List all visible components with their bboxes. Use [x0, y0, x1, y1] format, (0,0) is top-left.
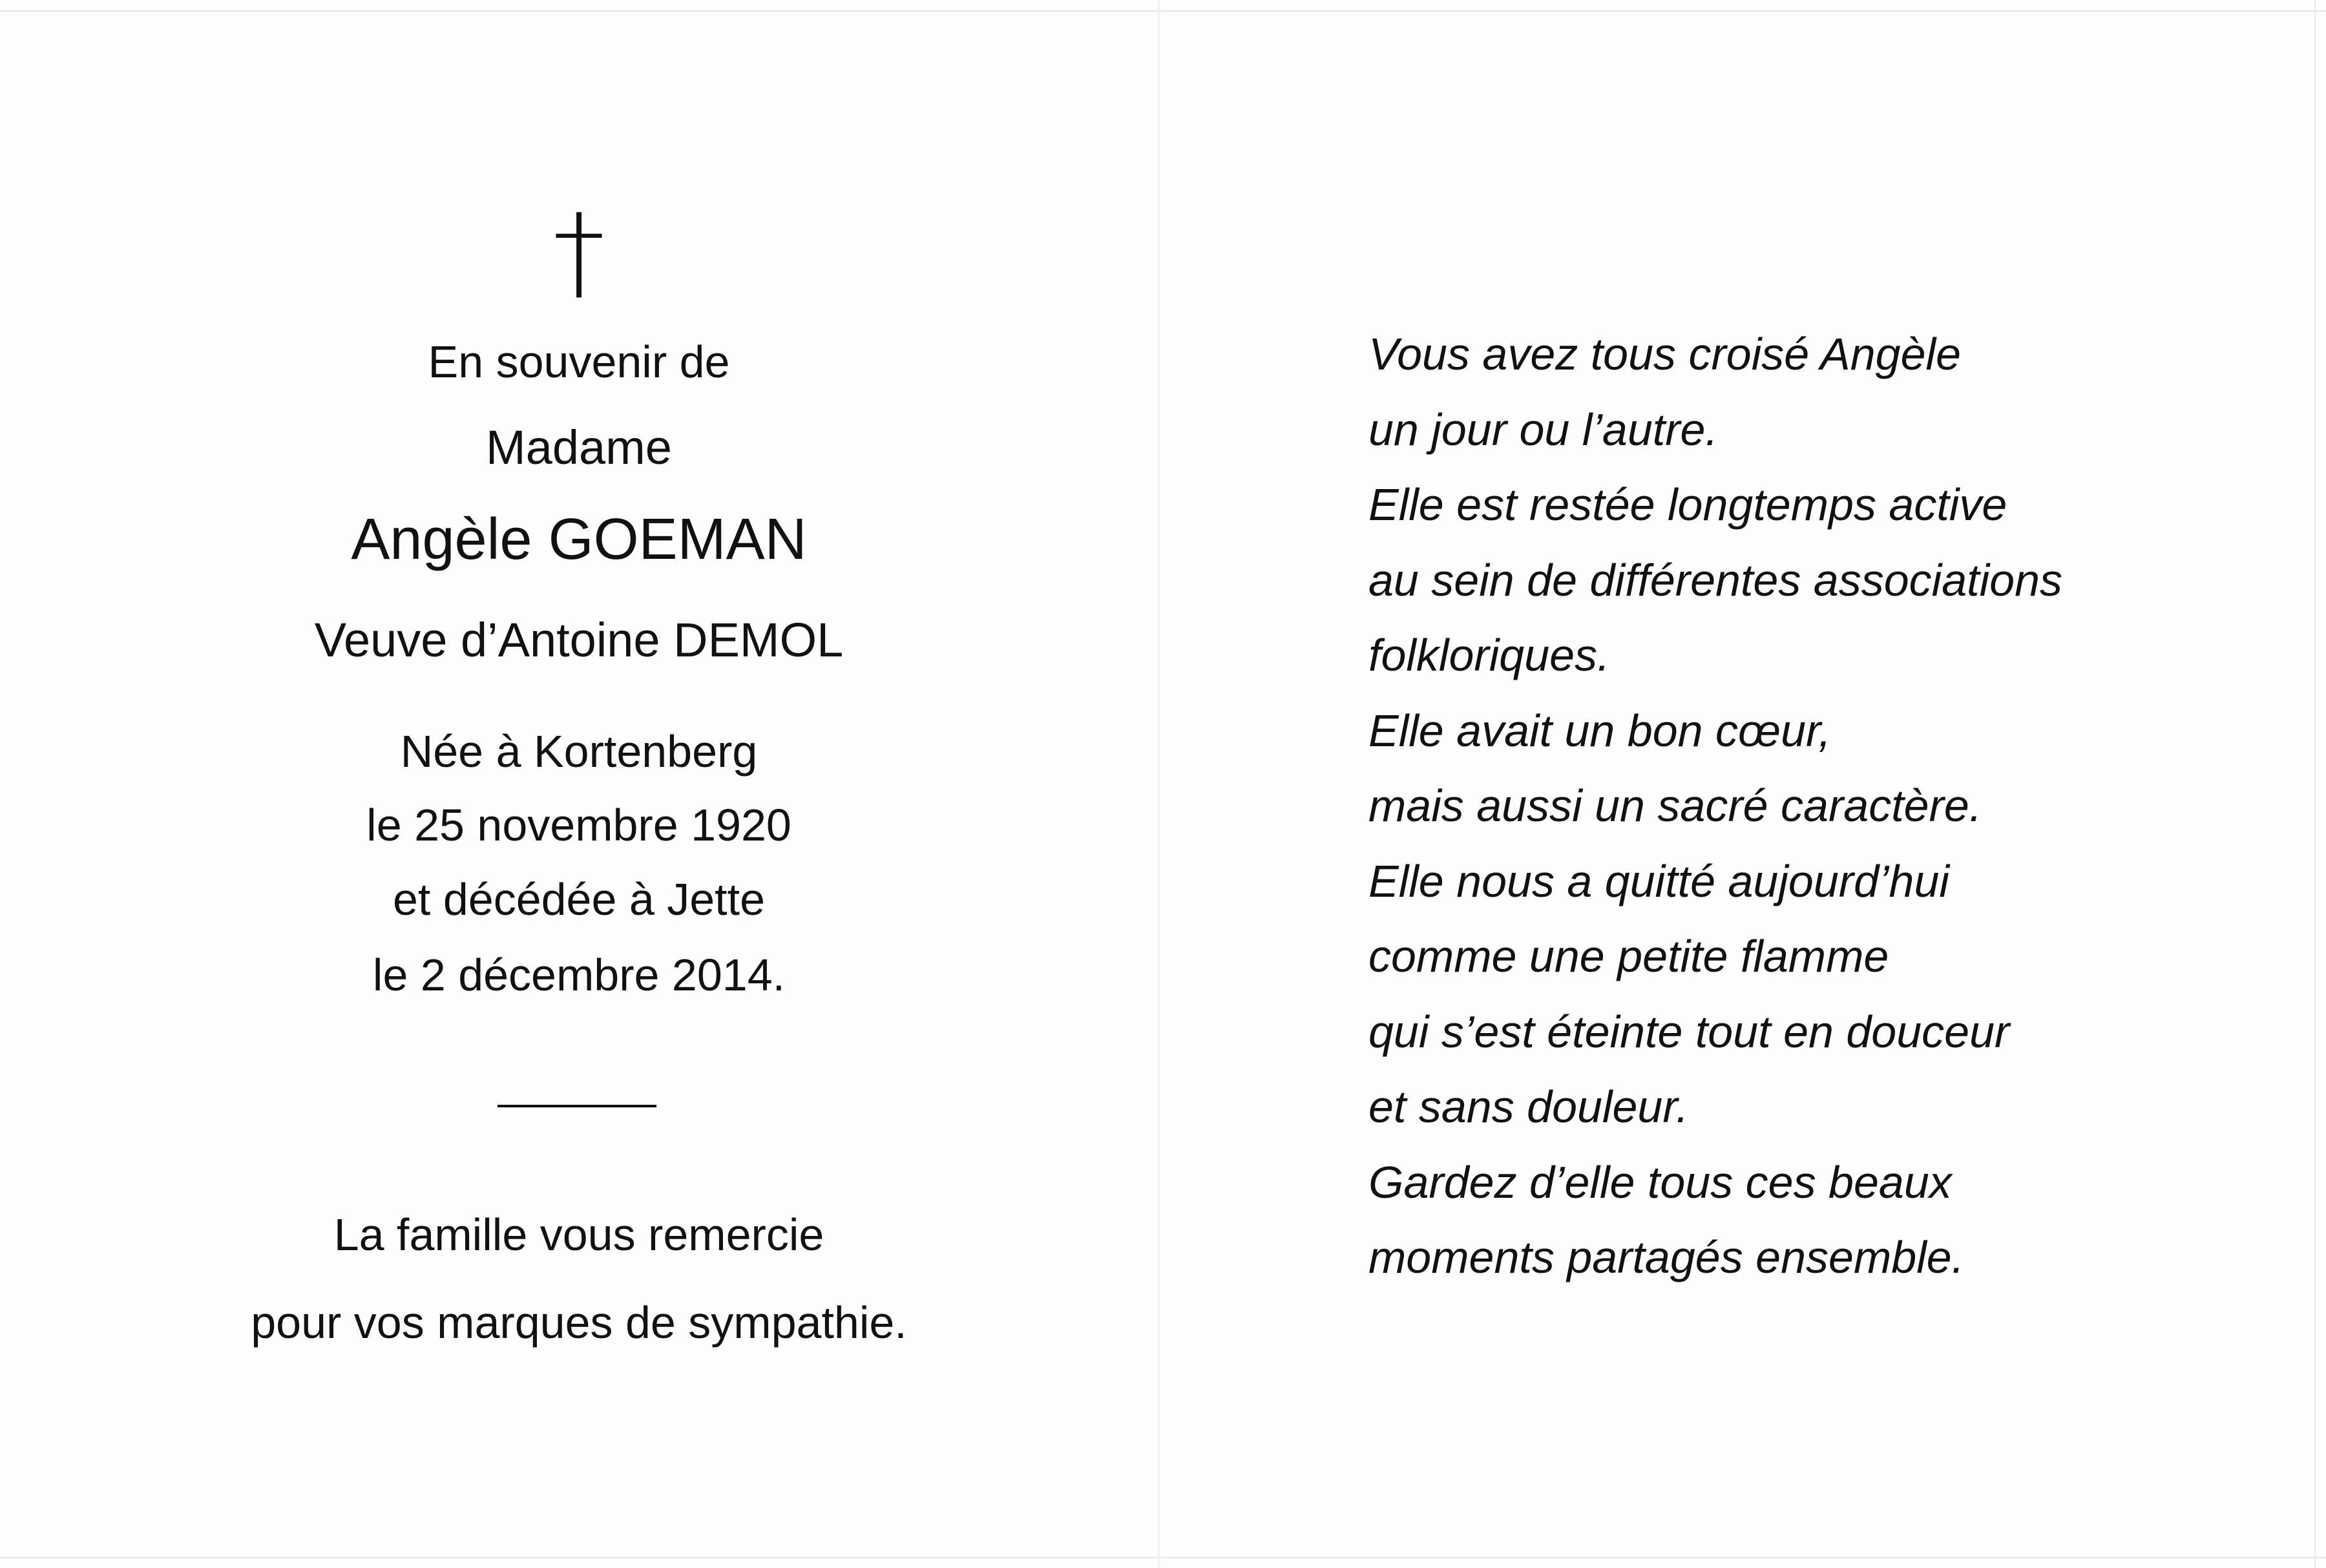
poem-line: Elle avait un bon cœur,	[1368, 705, 1831, 756]
left-panel	[0, 0, 1158, 1568]
poem-line: moments partagés ensemble.	[1368, 1232, 1965, 1282]
poem-line: qui s’est éteinte tout en douceur	[1368, 1006, 2010, 1057]
thanks-line-1: La famille vous remercie	[333, 1209, 824, 1260]
poem-line: au sein de différentes associations	[1368, 554, 2062, 605]
poem-line: comme une petite flamme	[1368, 931, 1889, 981]
poem-line: Elle nous a quitté aujourd’hui	[1368, 855, 1949, 906]
widow-of-text: Veuve d’Antoine DEMOL	[314, 613, 844, 667]
poem-line: Gardez d’elle tous ces beaux	[1368, 1156, 1952, 1207]
birth-place: Née à Kortenberg	[400, 726, 758, 777]
poem-line: mais aussi un sacré caractère.	[1368, 780, 1982, 831]
death-date: le 2 décembre 2014.	[372, 950, 786, 1000]
thanks-line-2: pour vos marques de sympathie.	[251, 1297, 907, 1348]
card-right-edge	[2314, 0, 2316, 1568]
honorific-title: Madame	[486, 421, 672, 474]
intro-text: En souvenir de	[428, 337, 730, 387]
poem-line: et sans douleur.	[1368, 1082, 1689, 1132]
poem-line: folkloriques.	[1368, 630, 1610, 680]
poem-line: Vous avez tous croisé Angèle	[1368, 329, 1962, 379]
separator-line	[498, 1105, 656, 1107]
cross-icon: †	[553, 191, 605, 312]
birth-date: le 25 novembre 1920	[366, 800, 791, 850]
poem-line: Elle est restée longtemps active	[1368, 479, 2007, 530]
poem-line: un jour ou l’autre.	[1368, 404, 1718, 455]
deceased-name: Angèle GOEMAN	[351, 507, 807, 572]
poem	[1368, 317, 2273, 1295]
death-place: et décédée à Jette	[393, 874, 765, 925]
